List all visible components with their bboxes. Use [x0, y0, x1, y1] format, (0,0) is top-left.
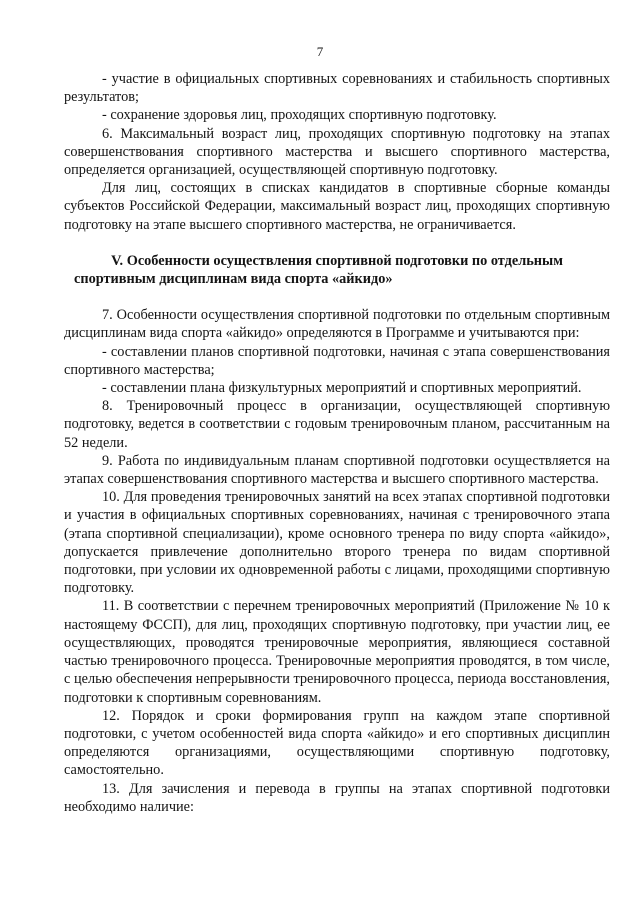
- paragraph: 6. Максимальный возраст лиц, проходящих спортивную подготовку на этапах совершенствования спортивного мастерства и высшего спортивного мастерства, определяется организацией, осуществляющей спортивную подготовку.: [64, 125, 610, 179]
- paragraph: - составлении плана физкультурных мероприятий и спортивных мероприятий.: [102, 380, 582, 397]
- paragraph: - сохранение здоровья лиц, проходящих спортивную подготовку.: [102, 107, 497, 124]
- paragraph: 7. Особенности осуществления спортивной подготовки по отдельным спортивным дисциплинам вида спорта «айкидо» определяются в Программе и учитываются при:: [64, 307, 610, 342]
- paragraphs-after-heading: [64, 306, 610, 816]
- paragraph: Для лиц, состоящих в списках кандидатов в спортивные сборные команды субъектов Российской Федерации, максимальный возраст лиц, проходящих спортивную подготовку на этапе высшего спортивного мастерства, не ограничивается.: [64, 180, 610, 233]
- paragraphs-before-heading: [64, 70, 610, 234]
- paragraph: 12. Порядок и сроки формирования групп на каждом этапе спортивной подготовки, с учетом особенностей вида спорта «айкидо» и его спортивных дисциплин определяются организациями, осуществляющими спортивную подготовку, самостоятельно.: [64, 707, 610, 779]
- section-heading: V. Особенности осуществления спортивной подготовки по отдельным спортивным дисциплинам вида спорта «айкидо»: [74, 252, 563, 288]
- paragraph: 13. Для зачисления и перевода в группы на этапах спортивной подготовки необходимо наличие:: [64, 780, 610, 815]
- document-body: [64, 70, 610, 816]
- paragraph: - составлении планов спортивной подготовки, начиная с этапа совершенствования спортивного мастерства;: [64, 343, 610, 378]
- paragraph: 10. Для проведения тренировочных занятий на всех этапах спортивной подготовки и участия в официальных спортивных соревнованиях, начиная с тренировочного этапа (этапа спортивной специализации), кроме основного тренера по виду спорта «айкидо», допускается привлечение дополнительно второго тренера по видам спортивной подготовки, при условии их одновременной работы с лицами, проходящими спортивную подготовку.: [64, 489, 610, 597]
- paragraph: - участие в официальных спортивных соревнованиях и стабильность спортивных результатов;: [64, 71, 610, 106]
- paragraph: 9. Работа по индивидуальным планам спортивной подготовки осуществляется на этапах совершенствования спортивного мастерства и высшего спортивного мастерства.: [64, 452, 610, 488]
- paragraph: 11. В соответствии с перечнем тренировочных мероприятий (Приложение № 10 к настоящему ФССП), для лиц, проходящих спортивную подготовку, при участии лиц, ее осуществляющих, проводятся тренировочные мероприятия, являющиеся составной частью тренировочного процесса. Тренировочные мероприятия проводятся, в том числе, с целью обеспечения непрерывности тренировочного процесса, периода восстановления, подготовки к спортивным соревнованиям.: [64, 598, 610, 706]
- paragraph: 8. Тренировочный процесс в организации, осуществляющей спортивную подготовку, ведется в соответствии с годовым тренировочным планом, рассчитанным на 52 недели.: [64, 398, 610, 451]
- page-number: 7: [316, 44, 324, 59]
